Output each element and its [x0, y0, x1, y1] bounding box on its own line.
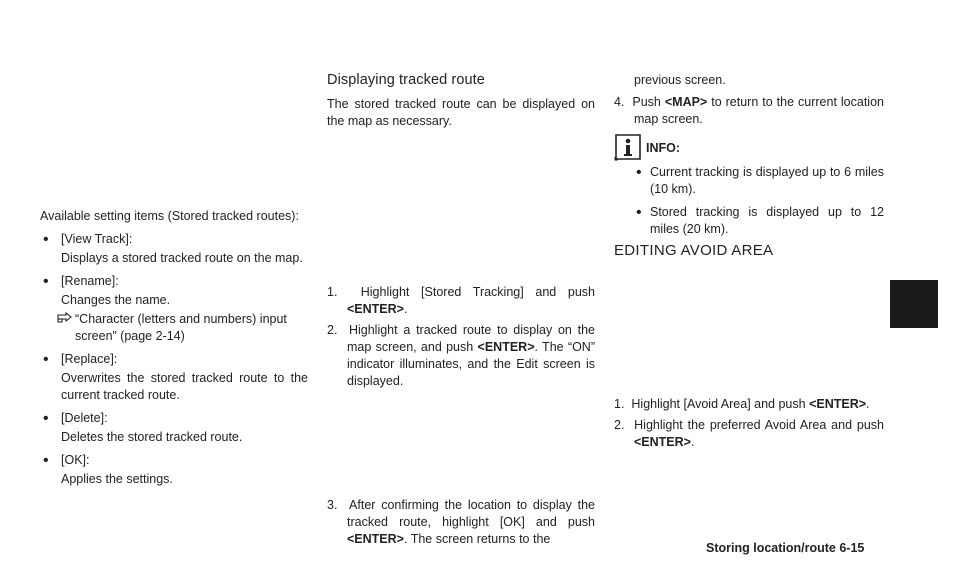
info-text: Current tracking is displayed up to 6 miles (10 km). [650, 165, 884, 196]
info-list [614, 164, 884, 238]
step-number: 4. [614, 95, 625, 109]
section-intro: The stored tracked route can be displayed on the map as necessary. [327, 97, 595, 128]
step-text: . [403, 302, 408, 316]
bullet-icon: • [636, 204, 642, 221]
step-text: . The screen returns to the [403, 532, 551, 546]
setting-item-replace [40, 351, 308, 404]
step-2 [327, 322, 595, 390]
setting-label: [OK]: [61, 453, 90, 467]
setting-desc: Overwrites the stored tracked route to the current tracked route. [61, 371, 308, 402]
bullet-icon: • [43, 231, 49, 248]
setting-item-view-track [40, 231, 308, 267]
step-text: . The “ON” indicator illuminates, and the Edit screen is displayed. [347, 340, 595, 388]
step-text: Highlight [Avoid Area] and push [631, 397, 810, 411]
left-column [40, 208, 308, 488]
section-title: Displaying tracked route [327, 72, 485, 88]
setting-item-rename [40, 273, 308, 345]
step-text: . [866, 397, 870, 411]
setting-desc: Changes the name. [61, 293, 171, 307]
step-text: Highlight a tracked route to display on the map screen, and push [347, 323, 595, 354]
info-text: Stored tracking is displayed up to 12 miles (20 km). [650, 205, 884, 236]
section-heading: EDITING AVOID AREA [614, 242, 774, 259]
step-number: 2. [614, 418, 625, 432]
page-footer: Storing location/route 6-15 [706, 541, 865, 555]
info-title: INFO: [646, 141, 681, 155]
step-3 [327, 497, 595, 548]
step-text: . [690, 435, 695, 449]
setting-label: [Replace]: [61, 352, 118, 366]
enter-key: <ENTER> [809, 397, 867, 411]
step-text: After confirming the location to display the tracked route, highlight [OK] and push [347, 498, 595, 529]
enter-key: <ENTER> [347, 302, 404, 316]
avoid-step-1 [614, 396, 894, 413]
step-number: 1. [327, 285, 338, 299]
step-text: Highlight the preferred Avoid Area and push [634, 418, 884, 432]
setting-item-delete [40, 410, 308, 446]
step-1 [327, 284, 595, 318]
step-4 [614, 94, 884, 128]
bullet-icon: • [43, 351, 49, 368]
bullet-icon: • [43, 273, 49, 290]
setting-label: [Rename]: [61, 274, 119, 288]
chapter-tab [890, 280, 938, 328]
enter-key: <ENTER> [477, 340, 535, 354]
map-key: <MAP> [664, 95, 708, 109]
step-number: 3. [327, 498, 338, 512]
step-number: 2. [327, 323, 338, 337]
setting-desc: Deletes the stored tracked route. [61, 430, 243, 444]
page-reference [61, 311, 308, 345]
bullet-icon: • [43, 410, 49, 427]
info-icon [614, 133, 642, 166]
settings-intro: Available setting items (Stored tracked routes): [40, 209, 299, 223]
setting-desc: Applies the settings. [61, 472, 173, 486]
enter-key: <ENTER> [347, 532, 404, 546]
avoid-step-2 [614, 417, 884, 451]
bullet-icon: • [636, 164, 642, 181]
continuation-text: previous screen. [634, 73, 726, 87]
setting-desc: Displays a stored tracked route on the map. [61, 251, 303, 265]
enter-key: <ENTER> [634, 435, 691, 449]
info-item [614, 204, 884, 238]
step-text: Push [632, 95, 665, 109]
setting-label: [View Track]: [61, 232, 133, 246]
step-number: 1. [614, 397, 625, 411]
setting-label: [Delete]: [61, 411, 108, 425]
page-reference-text[interactable]: “Character (letters and numbers) input screen” (page 2-14) [75, 312, 287, 343]
setting-item-ok [40, 452, 308, 488]
bullet-icon: • [43, 452, 49, 469]
reference-pointer-icon [57, 312, 73, 329]
step-text: to return to the current location map screen. [634, 95, 884, 126]
info-item [614, 164, 884, 198]
step-text: Highlight [Stored Tracking] and push [360, 285, 595, 299]
